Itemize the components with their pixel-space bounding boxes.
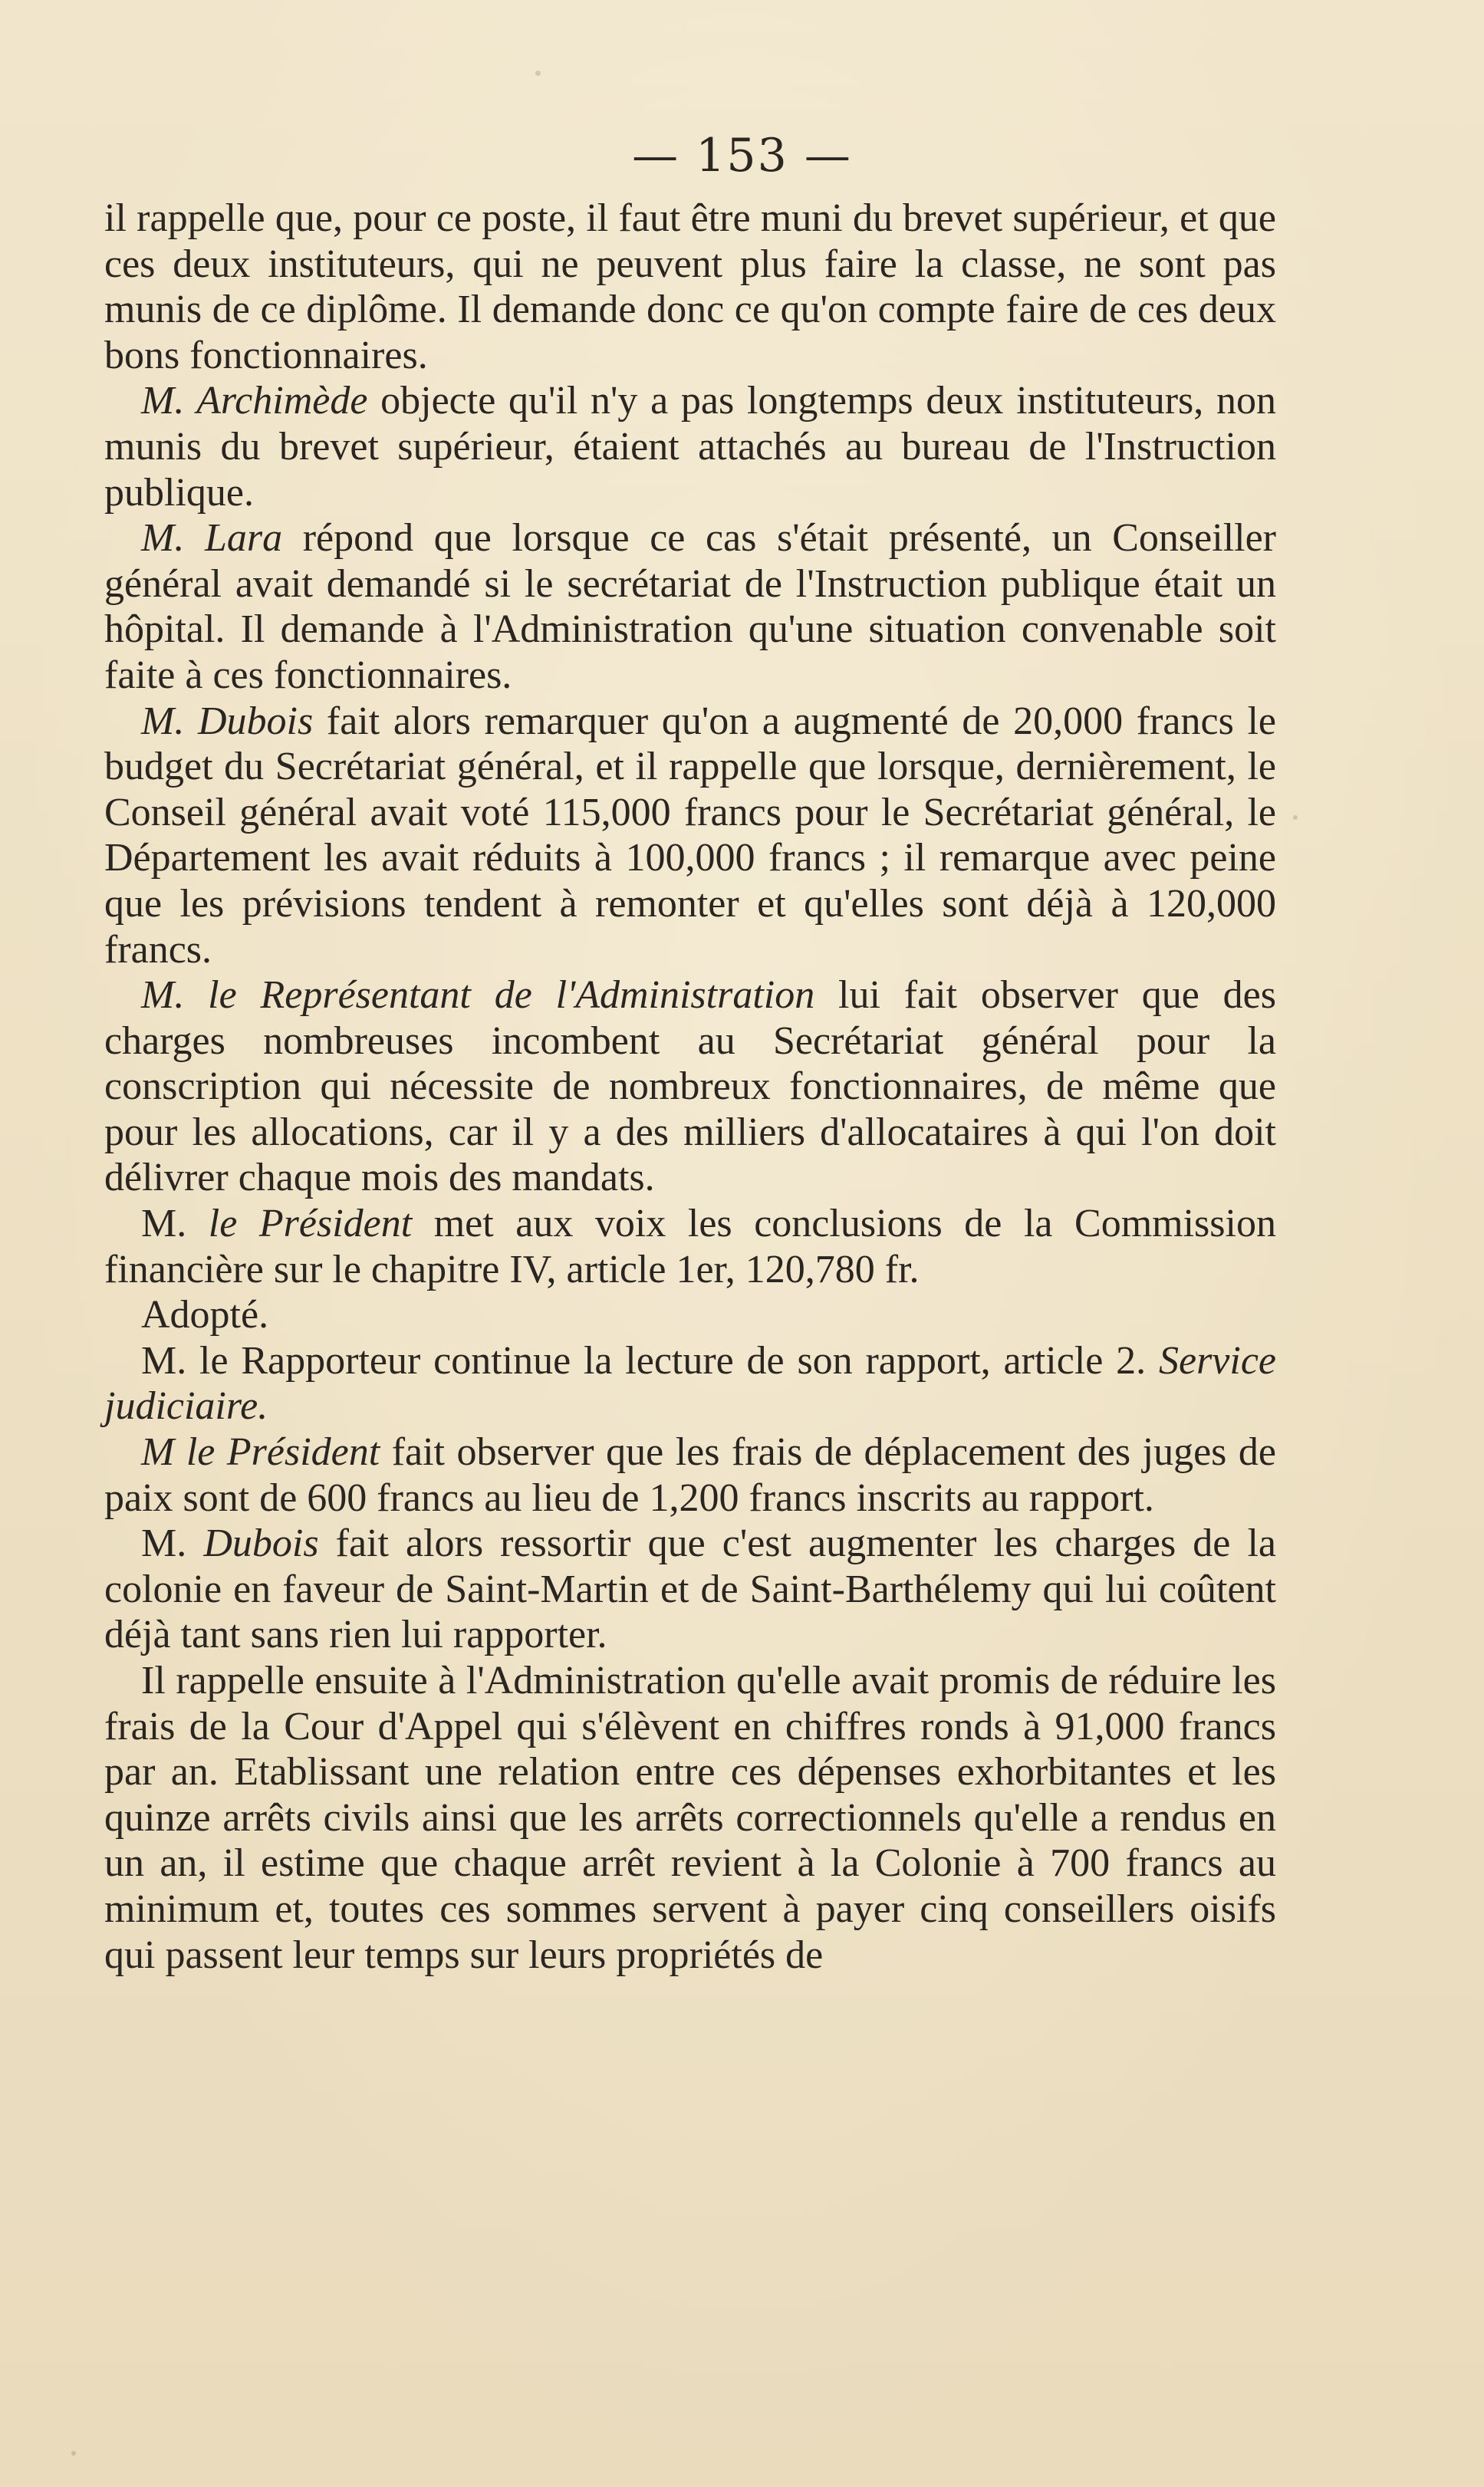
paragraph-text: il rappelle que, pour ce poste, il faut être muni du brevet supérieur, et que ces deux instituteurs, qui ne peuvent plus faire la classe, ne sont pas munis de ce diplôme. Il demande donc ce qu'on compte faire de ces deux bons fonctionnaires.	[104, 196, 1276, 377]
paragraph-text: M. le Rapporteur continue la lecture de son rapport, article 2.	[141, 1338, 1159, 1383]
speaker-prefix: M.	[141, 1521, 204, 1566]
speaker: M. le Représentant de l'Administration	[141, 973, 815, 1018]
paragraph-7	[104, 1292, 1276, 1338]
speaker: Dubois	[203, 1521, 319, 1566]
paper-speck	[71, 2451, 76, 2456]
paragraph-text: met aux voix les conclusions de la Commission financière sur le chapitre IV, article 1er, 120,780 fr.	[104, 1202, 1276, 1291]
paragraph-text: objecte qu'il n'y a pas longtemps deux instituteurs, non munis du brevet supérieur, étaient attachés au bureau de l'Instruction publique.	[104, 379, 1276, 515]
speaker: le Président	[208, 1202, 413, 1246]
paragraph-5	[104, 972, 1276, 1201]
speaker: M. Archimède	[141, 379, 368, 423]
paper-speck	[535, 71, 541, 76]
paragraph-9	[104, 1429, 1276, 1521]
paragraph-text: Adopté.	[141, 1293, 269, 1337]
paper-speck	[1293, 815, 1298, 820]
paragraph-text: fait alors ressortir que c'est augmenter les charges de la colonie en faveur de Saint-Martin et de Saint-Barthélemy qui lui coûtent déjà tant sans rien lui rapporter.	[104, 1521, 1276, 1657]
paragraph-text: fait observer que les frais de déplacement des juges de paix sont de 600 francs au lieu de 1,200 francs inscrits au rapport.	[104, 1430, 1276, 1520]
paragraph-text: Il rappelle ensuite à l'Administration qu'elle avait promis de réduire les frais de la Cour d'Appel qui s'élèvent en chiffres ronds à 91,000 francs par an. Etablissant une relation entre ces dépenses exhorbitantes et les quinze arrêts civils ainsi que les arrêts correctionnels qu'elle a rendus en un an, il estime que chaque arrêt revient à la Colonie à 700 francs au minimum et, toutes ces sommes servent à payer cinq conseillers oisifs qui passent leur temps sur leurs propriétés de	[104, 1659, 1276, 1977]
section-title: Service judiciaire.	[104, 1338, 1276, 1429]
body-text	[104, 196, 1276, 1978]
speaker: M. Lara	[141, 516, 283, 561]
paragraph-6	[104, 1201, 1276, 1292]
paragraph-3	[104, 515, 1276, 698]
speaker: M le Président	[141, 1430, 380, 1475]
paragraph-2	[104, 378, 1276, 515]
paragraph-11	[104, 1658, 1276, 1978]
paragraph-8	[104, 1338, 1276, 1429]
paragraph-4	[104, 699, 1276, 973]
paragraph-1	[104, 196, 1276, 378]
speaker-prefix: M.	[141, 1202, 209, 1246]
speaker: M. Dubois	[141, 699, 314, 743]
page-number: — 153 —	[632, 129, 852, 183]
paragraph-text: répond que lorsque ce cas s'était présenté, un Conseiller général avait demandé si le secrétariat de l'Instruction publique était un hôpital. Il demande à l'Administration qu'une situation convenable soit faite à ces fonctionnaires.	[104, 516, 1276, 697]
paragraph-10	[104, 1521, 1276, 1658]
paragraph-text: fait alors remarquer qu'on a augmenté de 20,000 francs le budget du Secrétariat général, et il rappelle que lorsque, dernièrement, le Conseil général avait voté 115,000 francs pour le Secrétariat général, le Département les avait réduits à 100,000 francs ; il remarque avec peine que les prévisions tendent à remonter et qu'elles sont déjà à 120,000 francs.	[104, 699, 1276, 972]
paragraph-text: lui fait observer que des charges nombreuses incombent au Secrétariat général pour la conscription qui nécessite de nombreux fonctionnaires, de même que pour les allocations, car il y a des milliers d'allocataires à qui l'on doit délivrer chaque mois des mandats.	[104, 973, 1276, 1200]
